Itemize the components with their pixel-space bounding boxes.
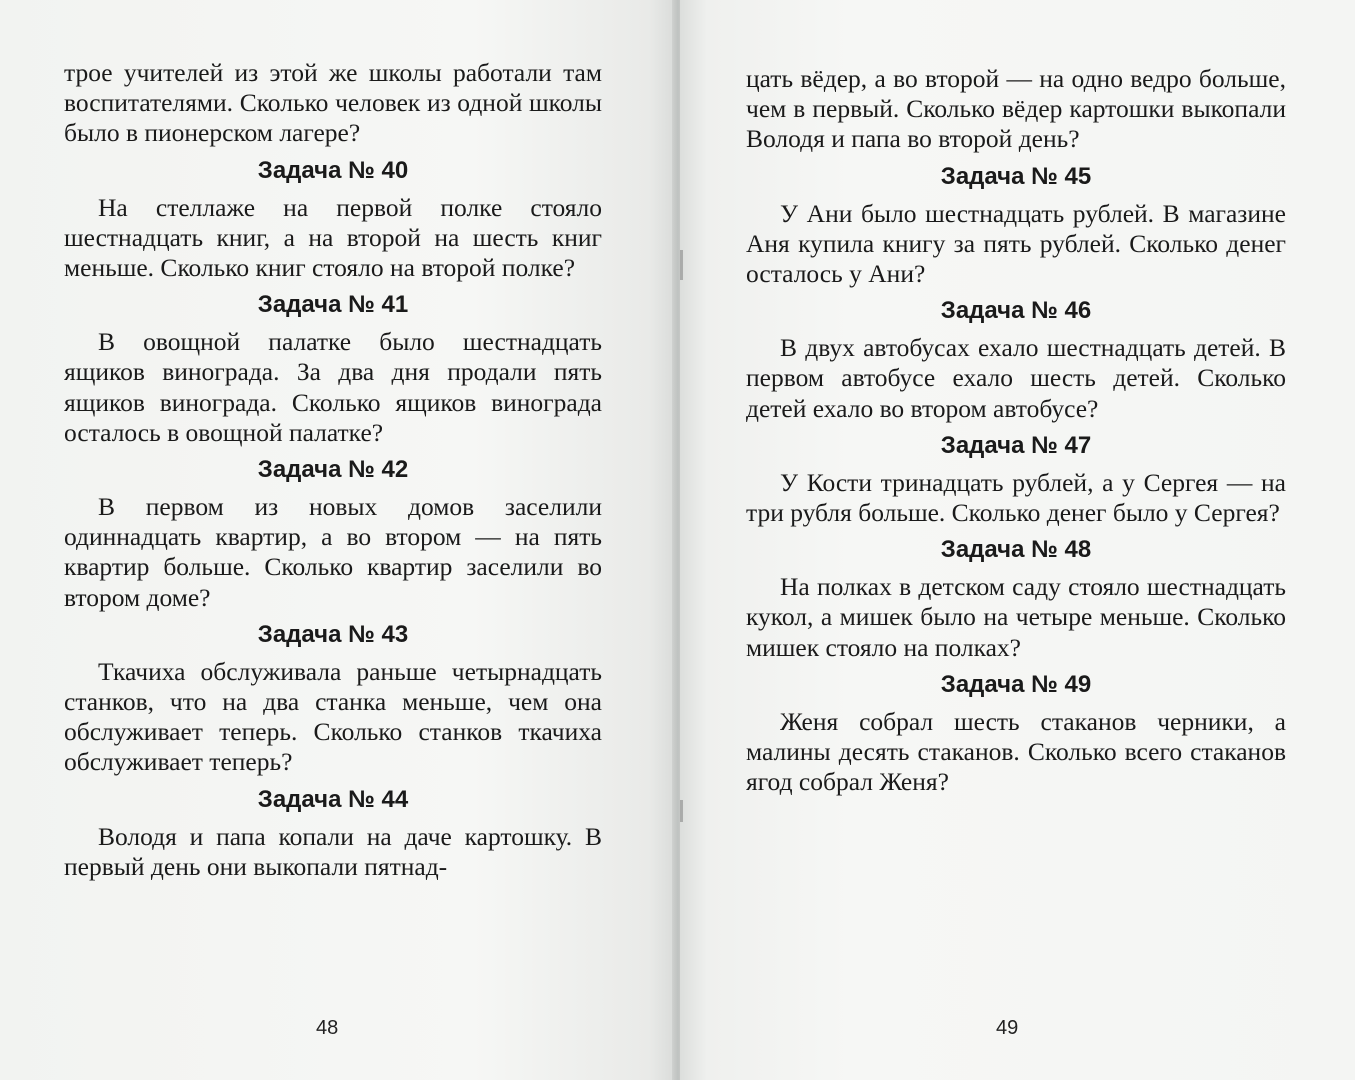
problem-47-text: У Кости тринадцать рублей, а у Сергея — на три рубля больше. Сколько денег было у Сергея? — [746, 467, 1286, 528]
margin-mark — [680, 800, 683, 822]
problem-43-heading: Задача № 43 — [257, 620, 409, 648]
problem-44-heading: Задача № 44 — [257, 785, 409, 813]
problem-41-heading: Задача № 41 — [257, 291, 409, 319]
problem-49-heading: Задача № 49 — [940, 670, 1092, 698]
problem-46-text: В двух автобусах ехало шестнадцать детей. В первом автобусе ехало шесть детей. Сколько детей ехало во втором автобусе? — [746, 333, 1286, 423]
right-page-text — [746, 64, 1286, 797]
problem-48-heading: Задача № 48 — [940, 536, 1092, 564]
problem-49-text: Женя собрал шесть стаканов черники, а малины десять стаканов. Сколько всего стаканов ягод собрал Женя? — [746, 706, 1286, 797]
problem-42-text: В первом из новых домов заселили одиннадцать квартир, а во втором — на пять квартир больше. Сколько квартир заселили во втором доме? — [64, 492, 602, 612]
problem-46-heading: Задача № 46 — [940, 297, 1092, 325]
margin-mark — [680, 250, 683, 280]
problem-48-text: На полках в детском саду стояло шестнадцать кукол, а мишек было на четыре меньше. Сколько мишек стояло на полках? — [746, 572, 1286, 662]
problem-45-heading: Задача № 45 — [940, 162, 1092, 190]
problem-42-heading: Задача № 42 — [257, 456, 409, 484]
problem-43-text: Ткачиха обслуживала раньше четырнадцать станков, что на два станка меньше, чем она обслуживает теперь. Сколько станков ткачиха обслуживает теперь? — [64, 656, 602, 777]
problem-40-text: На стеллаже на первой полке стояло шестнадцать книг, а на второй на шесть книг меньше. Сколько книг стояло на второй полке? — [64, 192, 602, 283]
problem-45-text: У Ани было шестнадцать рублей. В магазине Аня купила книгу за пять рублей. Сколько денег осталось у Ани? — [746, 198, 1286, 289]
right-page-number: 49 — [996, 1017, 1019, 1039]
problem-44-continuation: цать вёдер, а во второй — на одно ведро больше, чем в первый. Сколько вёдер картошки выкопали Володя и папа во второй день? — [746, 64, 1286, 154]
problem-40-heading: Задача № 40 — [257, 156, 409, 184]
problem-39-continuation: трое учителей из этой же школы работали там воспитателями. Сколько человек из одной школы было в пионерском лагере? — [64, 58, 602, 148]
left-page-number: 48 — [316, 1017, 339, 1039]
left-page-text — [64, 58, 602, 882]
right-page — [680, 0, 1355, 1080]
problem-41-text: В овощной палатке было шестнадцать ящиков винограда. За два дня продали пять ящиков винограда. Сколько ящиков винограда осталось в овощной палатке? — [64, 327, 602, 447]
problem-47-heading: Задача № 47 — [940, 431, 1092, 459]
left-page — [0, 0, 676, 1080]
problem-44-text: Володя и папа копали на даче картошку. В первый день они выкопали пятнад- — [64, 821, 602, 881]
